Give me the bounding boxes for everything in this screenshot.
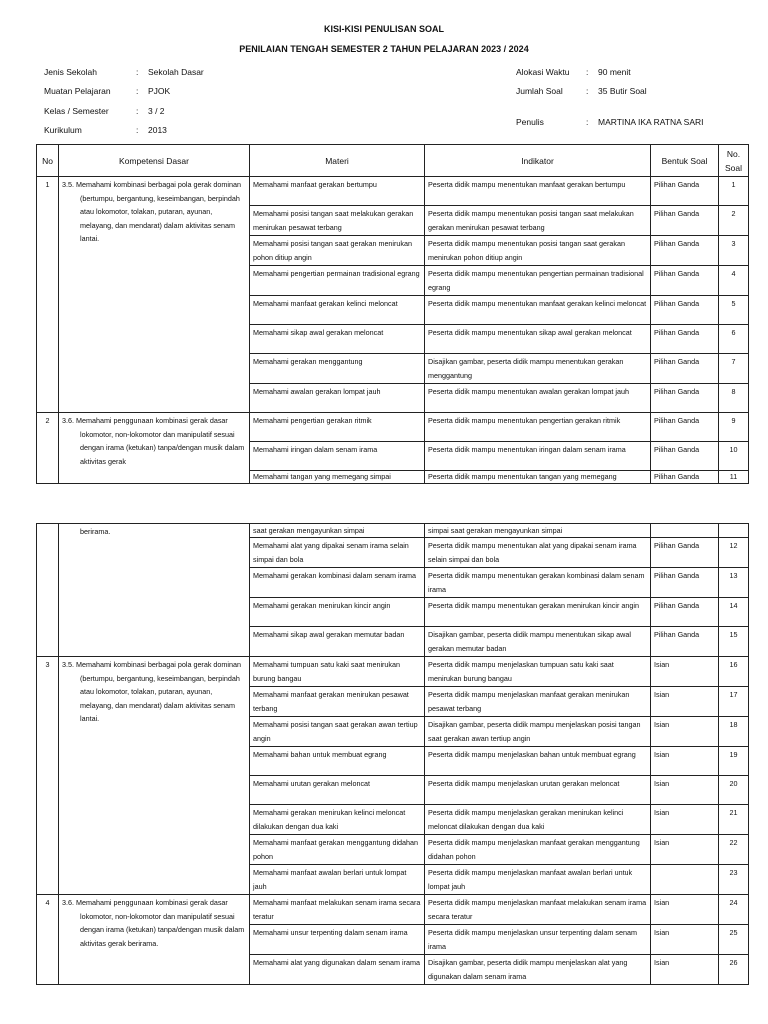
- header-no-soal-line2: Soal: [724, 162, 742, 173]
- no-soal-cell: 8: [719, 384, 749, 413]
- no-soal-cell: 22: [719, 835, 749, 865]
- bentuk-soal-cell-continued: [651, 524, 719, 538]
- bentuk-soal-cell: Pilihan Ganda: [651, 236, 719, 266]
- indikator-cell: Disajikan gambar, peserta didik mampu menentukan gerakan menggantung: [425, 354, 651, 384]
- bentuk-soal-cell: Pilihan Ganda: [651, 538, 719, 568]
- info-value-jumlah-soal: 35 Butir Soal: [598, 86, 647, 96]
- bentuk-soal-cell: Pilihan Ganda: [651, 325, 719, 354]
- bentuk-soal-cell: Pilihan Ganda: [651, 384, 719, 413]
- info-colon: :: [586, 117, 589, 127]
- info-value-alokasi-waktu: 90 menit: [598, 67, 631, 77]
- materi-cell: Memahami manfaat gerakan menirukan pesawat terbang: [250, 687, 425, 717]
- materi-cell: Memahami posisi tangan saat melakukan gerakan menirukan pesawat terbang: [250, 206, 425, 236]
- no-soal-cell: 10: [719, 442, 749, 471]
- indikator-cell: Peserta didik mampu menjelaskan tumpuan satu kaki saat menirukan burung bangau: [425, 657, 651, 687]
- materi-cell: Memahami awalan gerakan lompat jauh: [250, 384, 425, 413]
- header-no: No: [37, 145, 59, 177]
- indikator-cell: Peserta didik mampu menjelaskan manfaat gerakan menirukan pesawat terbang: [425, 687, 651, 717]
- materi-cell: Memahami gerakan menirukan kincir angin: [250, 598, 425, 627]
- indikator-cell: Peserta didik mampu menentukan gerakan kombinasi dalam senam irama: [425, 568, 651, 598]
- indikator-cell: Peserta didik mampu menentukan sikap awal gerakan meloncat: [425, 325, 651, 354]
- table-row: [37, 657, 749, 687]
- indikator-cell: Peserta didik mampu menjelaskan urutan gerakan meloncat: [425, 776, 651, 805]
- no-soal-cell: 3: [719, 236, 749, 266]
- materi-cell: Memahami posisi tangan saat gerakan menirukan pohon ditiup angin: [250, 236, 425, 266]
- no-soal-cell: 4: [719, 266, 749, 296]
- info-value-penulis: MARTINA IKA RATNA SARI: [598, 117, 704, 127]
- header-no-soal-line1: No.: [726, 148, 741, 159]
- no-soal-cell: 20: [719, 776, 749, 805]
- kompetensi-dasar-text: 3.5. Memahami kombinasi berbagai pola gerak dominan (bertumpu, bergantung, keseimbangan, berpindah atau lokomotor, tolakan, putaran, ayunan, melayang, dan mendarat) dalam aktivitas senam lantai.: [62, 180, 241, 243]
- indikator-cell: Peserta didik mampu menjelaskan bahan untuk membuat egrang: [425, 747, 651, 776]
- table-row: [37, 413, 749, 442]
- bentuk-soal-cell: Pilihan Ganda: [651, 296, 719, 325]
- no-soal-cell: 18: [719, 717, 749, 747]
- bentuk-soal-cell: Isian: [651, 925, 719, 955]
- no-soal-cell: 26: [719, 955, 749, 985]
- kompetensi-dasar-text-continued: berirama.: [80, 527, 111, 536]
- materi-cell: Memahami alat yang dipakai senam irama selain simpai dan bola: [250, 538, 425, 568]
- materi-cell: Memahami gerakan kombinasi dalam senam irama: [250, 568, 425, 598]
- indikator-cell: Peserta didik mampu menentukan posisi tangan saat gerakan menirukan pohon ditiup angin: [425, 236, 651, 266]
- header-indikator: Indikator: [425, 145, 651, 177]
- document-subtitle: PENILAIAN TENGAH SEMESTER 2 TAHUN PELAJARAN 2023 / 2024: [239, 44, 529, 54]
- materi-cell: Memahami tangan yang memegang simpai: [250, 471, 425, 484]
- kompetensi-dasar-cell: [59, 413, 250, 484]
- no-soal-cell: 13: [719, 568, 749, 598]
- materi-cell: Memahami bahan untuk membuat egrang: [250, 747, 425, 776]
- materi-cell: Memahami pengertian gerakan ritmik: [250, 413, 425, 442]
- materi-cell: Memahami sikap awal gerakan meloncat: [250, 325, 425, 354]
- bentuk-soal-cell: Isian: [651, 747, 719, 776]
- kompetensi-dasar-cell: [59, 524, 250, 657]
- bentuk-soal-cell: Isian: [651, 776, 719, 805]
- info-colon: :: [586, 86, 589, 96]
- materi-cell: Memahami gerakan menggantung: [250, 354, 425, 384]
- bentuk-soal-cell: Isian: [651, 835, 719, 865]
- info-label-jenis-sekolah: Jenis Sekolah: [44, 67, 97, 77]
- bentuk-soal-cell: Isian: [651, 717, 719, 747]
- header-materi: Materi: [250, 145, 425, 177]
- page-break: [0, 486, 768, 520]
- materi-cell: Memahami gerakan menirukan kelinci meloncat dilakukan dengan dua kaki: [250, 805, 425, 835]
- no-soal-cell: 15: [719, 627, 749, 657]
- no-soal-cell: 23: [719, 865, 749, 895]
- document-title: KISI-KISI PENULISAN SOAL: [323, 24, 444, 34]
- kompetensi-dasar-cell: [59, 895, 250, 985]
- kisi-kisi-table-page-1: [36, 144, 749, 484]
- materi-cell: Memahami alat yang digunakan dalam senam irama: [250, 955, 425, 985]
- indikator-cell: Peserta didik mampu menentukan posisi tangan saat melakukan gerakan menirukan pesawat terbang: [425, 206, 651, 236]
- indikator-cell: simpai saat gerakan mengayunkan simpai: [425, 524, 651, 538]
- indikator-cell: Peserta didik mampu menentukan gerakan menirukan kincir angin: [425, 598, 651, 627]
- header-kompetensi-dasar: Kompetensi Dasar: [59, 145, 250, 177]
- info-label-muatan-pelajaran: Muatan Pelajaran: [44, 86, 111, 96]
- bentuk-soal-cell: Isian: [651, 657, 719, 687]
- indikator-cell: Peserta didik mampu menentukan manfaat gerakan bertumpu: [425, 177, 651, 206]
- no-soal-cell-continued: [719, 524, 749, 538]
- indikator-cell: Peserta didik mampu menjelaskan unsur terpenting dalam senam irama: [425, 925, 651, 955]
- table-row: [37, 524, 749, 538]
- table-header-row: [37, 145, 749, 177]
- materi-cell: Memahami manfaat awalan berlari untuk lompat jauh: [250, 865, 425, 895]
- group-number: 1: [37, 177, 59, 413]
- kompetensi-dasar-text: 3.5. Memahami kombinasi berbagai pola gerak dominan (bertumpu, bergantung, keseimbangan, berpindah atau lokomotor, tolakan, putaran, ayunan, melayang, dan mendarat) dalam aktivitas senam lantai.: [62, 660, 241, 723]
- info-label-kelas-semester: Kelas / Semester: [44, 106, 109, 116]
- table-row: [37, 177, 749, 206]
- bentuk-soal-cell: Pilihan Ganda: [651, 206, 719, 236]
- bentuk-soal-cell: Pilihan Ganda: [651, 177, 719, 206]
- group-number-continued: [37, 524, 59, 657]
- bentuk-soal-cell: Isian: [651, 955, 719, 985]
- header-bentuk-soal: Bentuk Soal: [651, 145, 719, 177]
- info-value-kurikulum: 2013: [148, 125, 167, 135]
- kompetensi-dasar-text: 3.6. Memahami penggunaan kombinasi gerak dasar lokomotor, non-lokomotor dan manipulatif sesuai dengan irama (ketukan) tanpa/dengan musik dalam aktivitas gerak: [62, 416, 245, 466]
- no-soal-cell: 24: [719, 895, 749, 925]
- indikator-cell: Peserta didik mampu menentukan iringan dalam senam irama: [425, 442, 651, 471]
- bentuk-soal-cell: Pilihan Ganda: [651, 442, 719, 471]
- group-number: 3: [37, 657, 59, 895]
- info-colon: :: [136, 106, 139, 116]
- bentuk-soal-cell: Isian: [651, 687, 719, 717]
- indikator-cell: Peserta didik mampu menjelaskan manfaat melakukan senam irama secara teratur: [425, 895, 651, 925]
- indikator-cell: Peserta didik mampu menentukan awalan gerakan lompat jauh: [425, 384, 651, 413]
- materi-cell: Memahami pengertian permainan tradisional egrang: [250, 266, 425, 296]
- info-value-kelas-semester: 3 / 2: [148, 106, 165, 116]
- materi-cell: Memahami manfaat gerakan kelinci meloncat: [250, 296, 425, 325]
- info-value-muatan-pelajaran: PJOK: [148, 86, 171, 96]
- table-row: [37, 895, 749, 925]
- indikator-cell: Peserta didik mampu menjelaskan manfaat awalan berlari untuk lompat jauh: [425, 865, 651, 895]
- info-colon: :: [586, 67, 589, 77]
- bentuk-soal-cell: Pilihan Ganda: [651, 413, 719, 442]
- indikator-cell: Peserta didik mampu menentukan pengertian gerakan ritmik: [425, 413, 651, 442]
- materi-cell: Memahami manfaat gerakan bertumpu: [250, 177, 425, 206]
- no-soal-cell: 16: [719, 657, 749, 687]
- indikator-cell: Disajikan gambar, peserta didik mampu menjelaskan alat yang digunakan dalam senam irama: [425, 955, 651, 985]
- no-soal-cell: 6: [719, 325, 749, 354]
- no-soal-cell: 11: [719, 471, 749, 484]
- group-number: 2: [37, 413, 59, 484]
- no-soal-cell: 2: [719, 206, 749, 236]
- bentuk-soal-cell: Isian: [651, 805, 719, 835]
- indikator-cell: Peserta didik mampu menentukan tangan yang memegang: [425, 471, 651, 484]
- info-colon: :: [136, 86, 139, 96]
- info-label-jumlah-soal: Jumlah Soal: [516, 86, 563, 96]
- materi-cell: saat gerakan mengayunkan simpai: [250, 524, 425, 538]
- indikator-cell: Peserta didik mampu menjelaskan gerakan menirukan kelinci meloncat dilakukan dengan dua kaki: [425, 805, 651, 835]
- indikator-cell: Peserta didik mampu menentukan manfaat gerakan kelinci meloncat: [425, 296, 651, 325]
- indikator-cell: Peserta didik mampu menentukan pengertian permainan tradisional egrang: [425, 266, 651, 296]
- kompetensi-dasar-cell: [59, 177, 250, 413]
- bentuk-soal-cell: Pilihan Ganda: [651, 471, 719, 484]
- no-soal-cell: 17: [719, 687, 749, 717]
- info-value-jenis-sekolah: Sekolah Dasar: [148, 67, 204, 77]
- materi-cell: Memahami manfaat melakukan senam irama secara teratur: [250, 895, 425, 925]
- info-label-penulis: Penulis: [516, 117, 544, 127]
- no-soal-cell: 9: [719, 413, 749, 442]
- no-soal-cell: 7: [719, 354, 749, 384]
- bentuk-soal-cell: Pilihan Ganda: [651, 568, 719, 598]
- indikator-cell: Disajikan gambar, peserta didik mampu menjelaskan posisi tangan saat gerakan awan tertiup angin: [425, 717, 651, 747]
- info-label-kurikulum: Kurikulum: [44, 125, 82, 135]
- bentuk-soal-cell: Pilihan Ganda: [651, 266, 719, 296]
- indikator-cell: Peserta didik mampu menentukan alat yang dipakai senam irama selain simpai dan bola: [425, 538, 651, 568]
- no-soal-cell: 12: [719, 538, 749, 568]
- info-colon: :: [136, 67, 139, 77]
- group-number: 4: [37, 895, 59, 985]
- no-soal-cell: 25: [719, 925, 749, 955]
- bentuk-soal-cell: Pilihan Ganda: [651, 627, 719, 657]
- materi-cell: Memahami iringan dalam senam irama: [250, 442, 425, 471]
- bentuk-soal-cell: Pilihan Ganda: [651, 354, 719, 384]
- materi-cell: Memahami unsur terpenting dalam senam irama: [250, 925, 425, 955]
- materi-cell: Memahami tumpuan satu kaki saat menirukan burung bangau: [250, 657, 425, 687]
- no-soal-cell: 14: [719, 598, 749, 627]
- indikator-cell: Disajikan gambar, peserta didik mampu menentukan sikap awal gerakan memutar badan: [425, 627, 651, 657]
- info-colon: :: [136, 125, 139, 135]
- kisi-kisi-table-page-2: [36, 523, 749, 985]
- bentuk-soal-cell: Isian: [651, 895, 719, 925]
- kompetensi-dasar-text: 3.6. Memahami penggunaan kombinasi gerak dasar lokomotor, non-lokomotor dan manipulatif sesuai dengan irama (ketukan) tanpa/dengan musik dalam aktivitas gerak berirama.: [62, 898, 245, 948]
- bentuk-soal-cell: Pilihan Ganda: [651, 598, 719, 627]
- materi-cell: Memahami posisi tangan saat gerakan awan tertiup angin: [250, 717, 425, 747]
- no-soal-cell: 19: [719, 747, 749, 776]
- bentuk-soal-cell: [651, 865, 719, 895]
- header-no-soal: [719, 145, 749, 177]
- no-soal-cell: 1: [719, 177, 749, 206]
- materi-cell: Memahami sikap awal gerakan memutar badan: [250, 627, 425, 657]
- materi-cell: Memahami manfaat gerakan menggantung didahan pohon: [250, 835, 425, 865]
- materi-cell: Memahami urutan gerakan meloncat: [250, 776, 425, 805]
- kompetensi-dasar-cell: [59, 657, 250, 895]
- no-soal-cell: 5: [719, 296, 749, 325]
- no-soal-cell: 21: [719, 805, 749, 835]
- indikator-cell: Peserta didik mampu menjelaskan manfaat gerakan menggantung didahan pohon: [425, 835, 651, 865]
- info-label-alokasi-waktu: Alokasi Waktu: [516, 67, 570, 77]
